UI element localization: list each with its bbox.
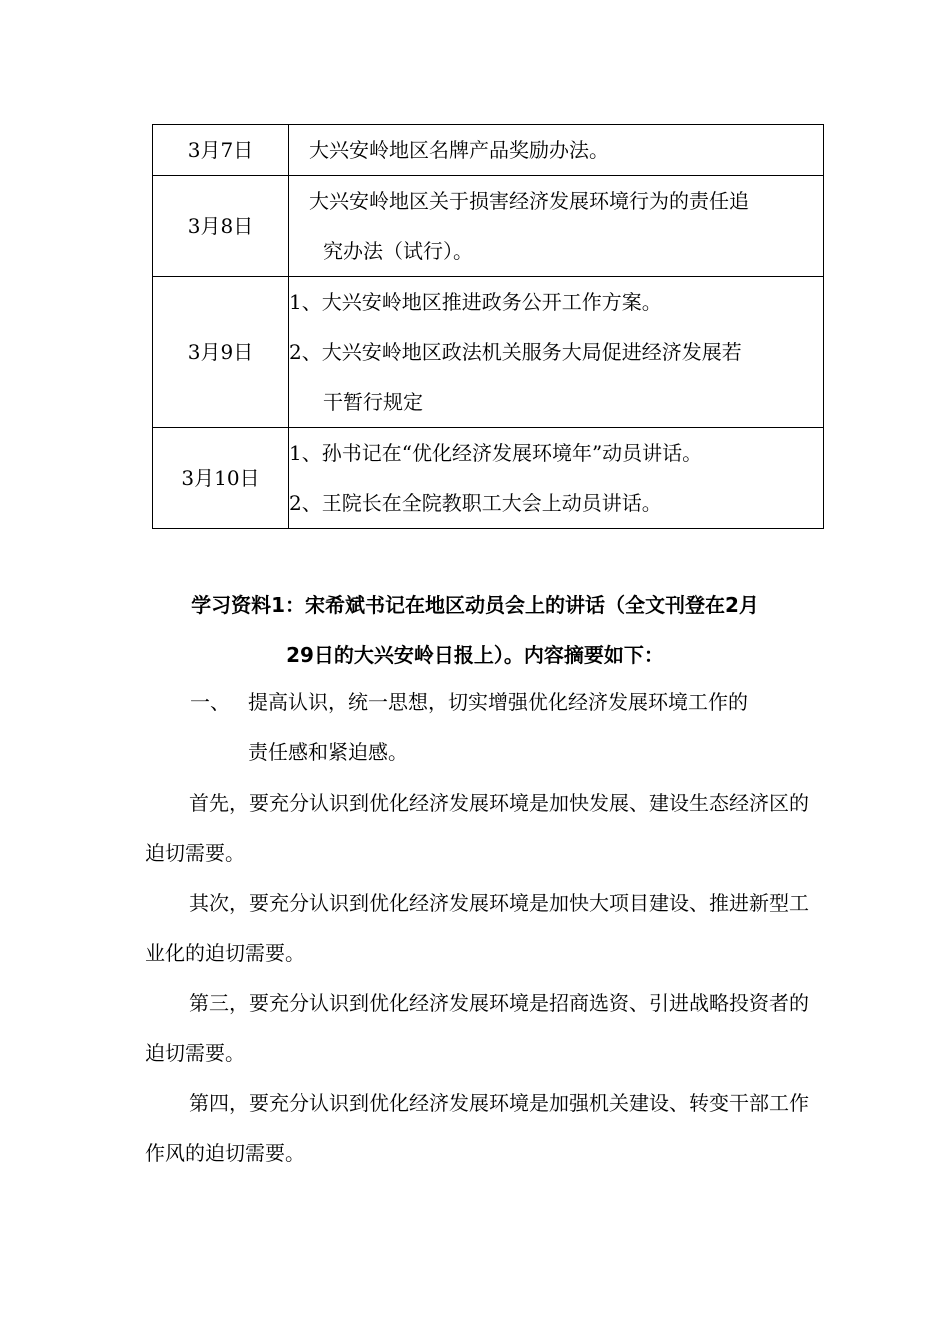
content-cell [289, 277, 824, 428]
content-line: 2、大兴安岭地区政法机关服务大局促进经济发展若 [289, 340, 742, 364]
content-line: 2、王院长在全院教职工大会上动员讲话。 [289, 491, 662, 515]
content-line: 大兴安岭地区名牌产品奖励办法。 [309, 138, 609, 162]
content-line: 干暂行规定 [323, 390, 423, 414]
date-cell: 3月9日 [153, 277, 289, 428]
table-row [153, 428, 824, 529]
body-paragraph: 第三，要充分认识到优化经济发展环境是招商选资、引进战略投资者的迫切需要。 [145, 991, 809, 1065]
date-cell: 3月8日 [153, 176, 289, 277]
date-cell: 3月7日 [153, 125, 289, 176]
item-title-line1: 提高认识，统一思想，切实增强优化经济发展环境工作的 [248, 690, 748, 714]
content-line: 1、孙书记在“优化经济发展环境年”动员讲话。 [289, 441, 703, 465]
table-row [153, 125, 824, 176]
body-paragraph: 其次，要充分认识到优化经济发展环境是加快大项目建设、推进新型工业化的迫切需要。 [145, 891, 809, 965]
table-row [153, 277, 824, 428]
date-cell: 3月10日 [153, 428, 289, 529]
schedule-table [152, 124, 824, 529]
body-paragraph: 第四，要充分认识到优化经济发展环境是加强机关建设、转变干部工作作风的迫切需要。 [145, 1091, 809, 1165]
content-cell [289, 125, 824, 176]
body-paragraph: 首先，要充分认识到优化经济发展环境是加快发展、建设生态经济区的迫切需要。 [145, 791, 809, 865]
content-cell [289, 176, 824, 277]
content-line: 究办法（试行）。 [323, 239, 473, 263]
item-title-line2: 责任感和紧迫感。 [248, 740, 408, 764]
content-line: 大兴安岭地区关于损害经济发展环境行为的责任追 [309, 189, 749, 213]
table-row [153, 176, 824, 277]
content-line: 1、大兴安岭地区推进政务公开工作方案。 [289, 290, 662, 314]
section-heading-line2: 29日的大兴安岭日报上）。内容摘要如下： [286, 643, 664, 667]
item-number: 一、 [190, 690, 230, 714]
section-heading-line1: 学习资料1：宋希斌书记在地区动员会上的讲话（全文刊登在2月 [191, 593, 759, 617]
content-cell [289, 428, 824, 529]
